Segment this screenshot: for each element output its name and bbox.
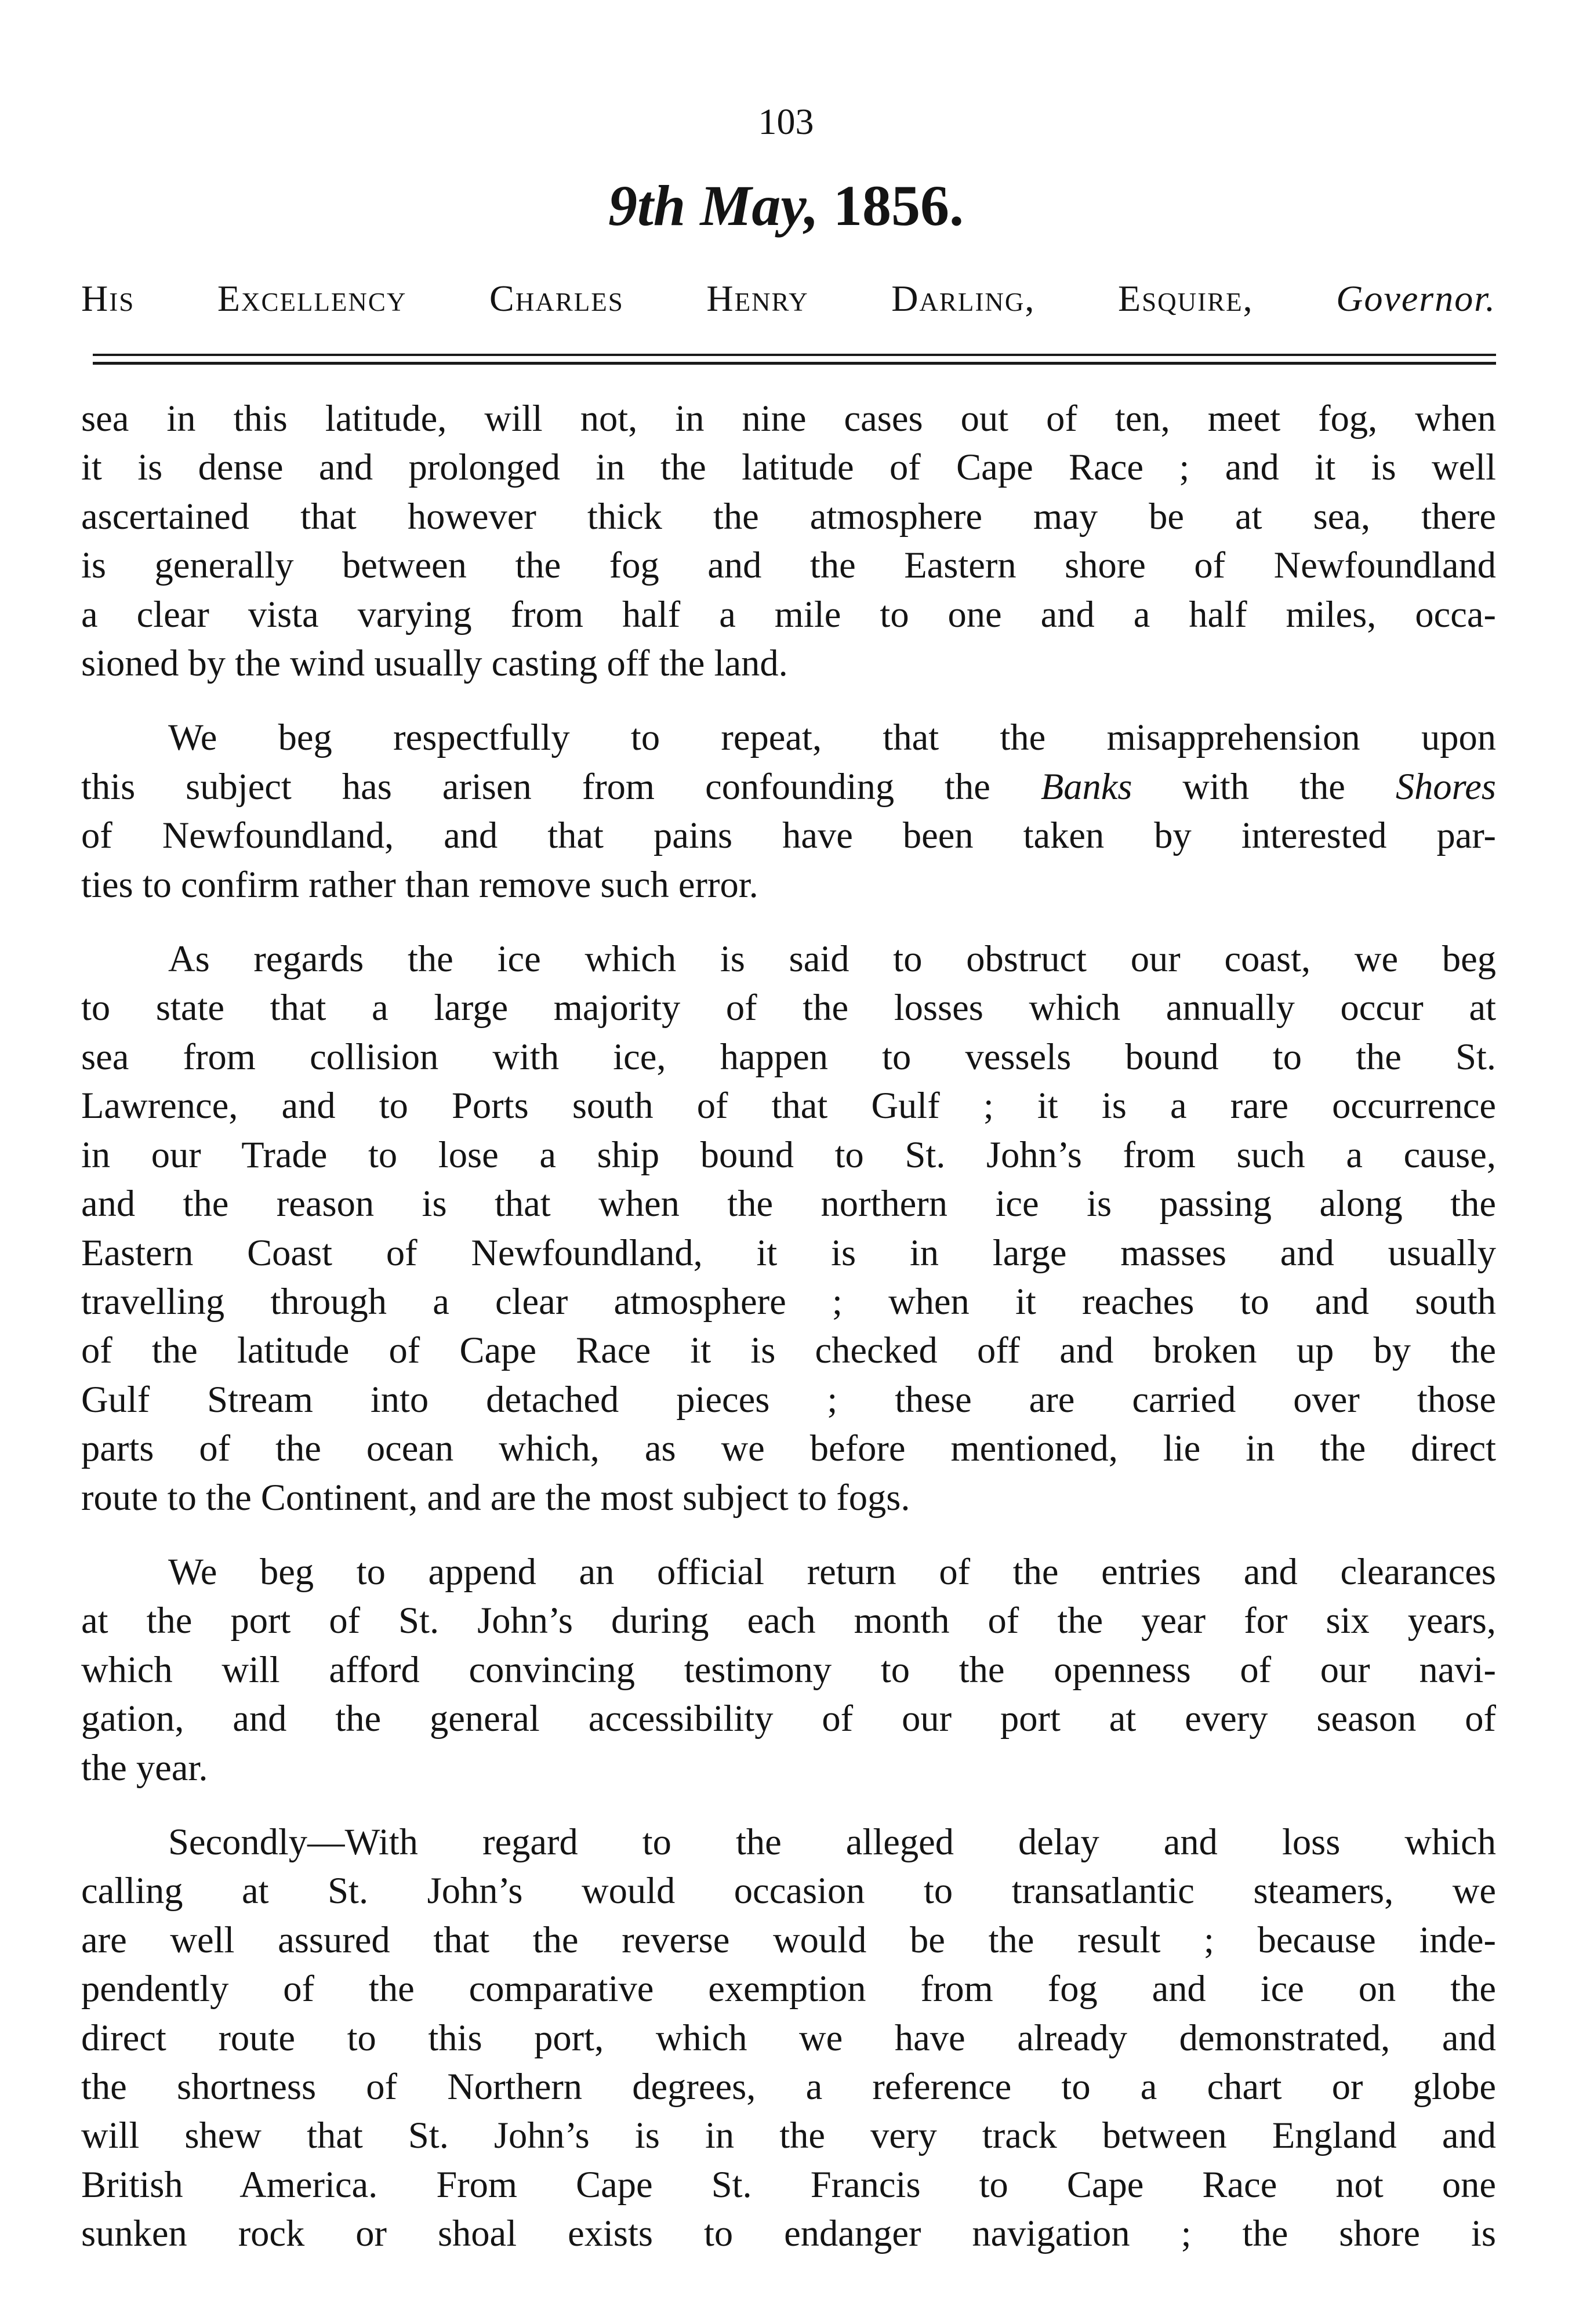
- text-line: direct route to this port, which we have already demonstrated, and: [81, 2017, 1496, 2058]
- text-line: We beg respectfully to repeat, that the misapprehension upon: [168, 717, 1496, 758]
- text-line: to state that a large majority of the losses which annually occur at: [81, 987, 1496, 1029]
- text-line: ascertained that however thick the atmosphere may be at sea, there: [81, 495, 1496, 537]
- text-line: parts of the ocean which, as we before mentioned, lie in the direct: [81, 1428, 1496, 1469]
- text-line: the shortness of Northern degrees, a reference to a chart or globe: [81, 2066, 1496, 2107]
- text-line: sea from collision with ice, happen to vessels bound to the St.: [81, 1036, 1496, 1077]
- text-line: Gulf Stream into detached pieces ; these are carried over those: [81, 1378, 1496, 1420]
- text-line: Eastern Coast of Newfoundland, it is in large masses and usually: [81, 1232, 1496, 1273]
- text-line: calling at St. John’s would occasion to transatlantic steamers, we: [81, 1870, 1496, 1912]
- text-line: As regards the ice which is said to obstruct our coast, we beg: [168, 938, 1496, 980]
- governor-title: His Excellency Charles Henry Darling, Esquire,: [81, 278, 1254, 319]
- paragraph-gap: [81, 909, 1496, 935]
- text-segment: this subject has arisen from confounding the: [81, 765, 1041, 807]
- text-segment: with the: [1132, 765, 1396, 807]
- date-heading: [0, 171, 1572, 241]
- text-line: pendently of the comparative exemption from fog and ice on the: [81, 1968, 1496, 2010]
- text-line: in our Trade to lose a ship bound to St. John’s from such a cause,: [81, 1134, 1496, 1175]
- emphasis-banks: Banks: [1040, 765, 1132, 807]
- text-line: of the latitude of Cape Race it is checked off and broken up by the: [81, 1330, 1496, 1371]
- double-rule-bottom: [93, 362, 1496, 365]
- date-year: 1856.: [833, 173, 964, 238]
- text-line: of Newfoundland, and that pains have been taken by interested par-: [81, 815, 1496, 856]
- paragraph-4: [81, 1548, 1496, 1792]
- double-rule-top: [93, 354, 1496, 356]
- text-line: the year.: [81, 1746, 208, 1788]
- text-line: at the port of St. John’s during each month of the year for six years,: [81, 1600, 1496, 1642]
- text-line: it is dense and prolonged in the latitude of Cape Race ; and it is well: [81, 446, 1496, 488]
- paragraph-5: [81, 1818, 1496, 2258]
- date-day: 9th May,: [608, 173, 819, 238]
- text-line: will shew that St. John’s is in the very track between England and: [81, 2115, 1496, 2156]
- text-line: ties to confirm rather than remove such error.: [81, 863, 758, 905]
- text-line: sunken rock or shoal exists to endanger navigation ; the shore is: [81, 2213, 1496, 2254]
- text-line: gation, and the general accessibility of our port at every season of: [81, 1698, 1496, 1740]
- text-line: British America. From Cape St. Francis to Cape Race not one: [81, 2163, 1496, 2205]
- text-line: travelling through a clear atmosphere ; when it reaches to and south: [81, 1280, 1496, 1322]
- text-line: which will afford convincing testimony to the openness of our navi-: [81, 1648, 1496, 1690]
- paragraph-gap: [81, 1792, 1496, 1818]
- text-line: sioned by the wind usually casting off the land.: [81, 642, 788, 684]
- paragraph-3: [81, 935, 1496, 1522]
- page-number: 103: [758, 101, 814, 142]
- text-line: and the reason is that when the northern ice is passing along the: [81, 1183, 1496, 1225]
- paragraph-gap: [81, 1522, 1496, 1548]
- text-line-with-emphasis: [81, 762, 1496, 811]
- paragraph-2: [81, 713, 1496, 909]
- text-line: is generally between the fog and the Eastern shore of Newfoundland: [81, 544, 1496, 586]
- body-text: [81, 394, 1496, 2258]
- paragraph-gap: [81, 688, 1496, 713]
- text-line: a clear vista varying from half a mile to one and a half miles, occa-: [81, 593, 1496, 635]
- paragraph-1: [81, 394, 1496, 688]
- emphasis-shores: Shores: [1395, 765, 1497, 807]
- text-line: are well assured that the reverse would be the result ; because inde-: [81, 1919, 1496, 1960]
- text-line: We beg to append an official return of the entries and clearances: [168, 1550, 1496, 1592]
- text-line: route to the Continent, and are the most subject to fogs.: [81, 1476, 910, 1518]
- text-line: Secondly—With regard to the alleged delay and loss which: [168, 1821, 1496, 1862]
- governor-role: Governor.: [1336, 278, 1496, 319]
- text-line: Lawrence, and to Ports south of that Gulf ; it is a rare occurrence: [81, 1085, 1496, 1127]
- text-line: sea in this latitude, will not, in nine cases out of ten, meet fog, when: [81, 398, 1496, 439]
- governor-line: [81, 275, 1496, 322]
